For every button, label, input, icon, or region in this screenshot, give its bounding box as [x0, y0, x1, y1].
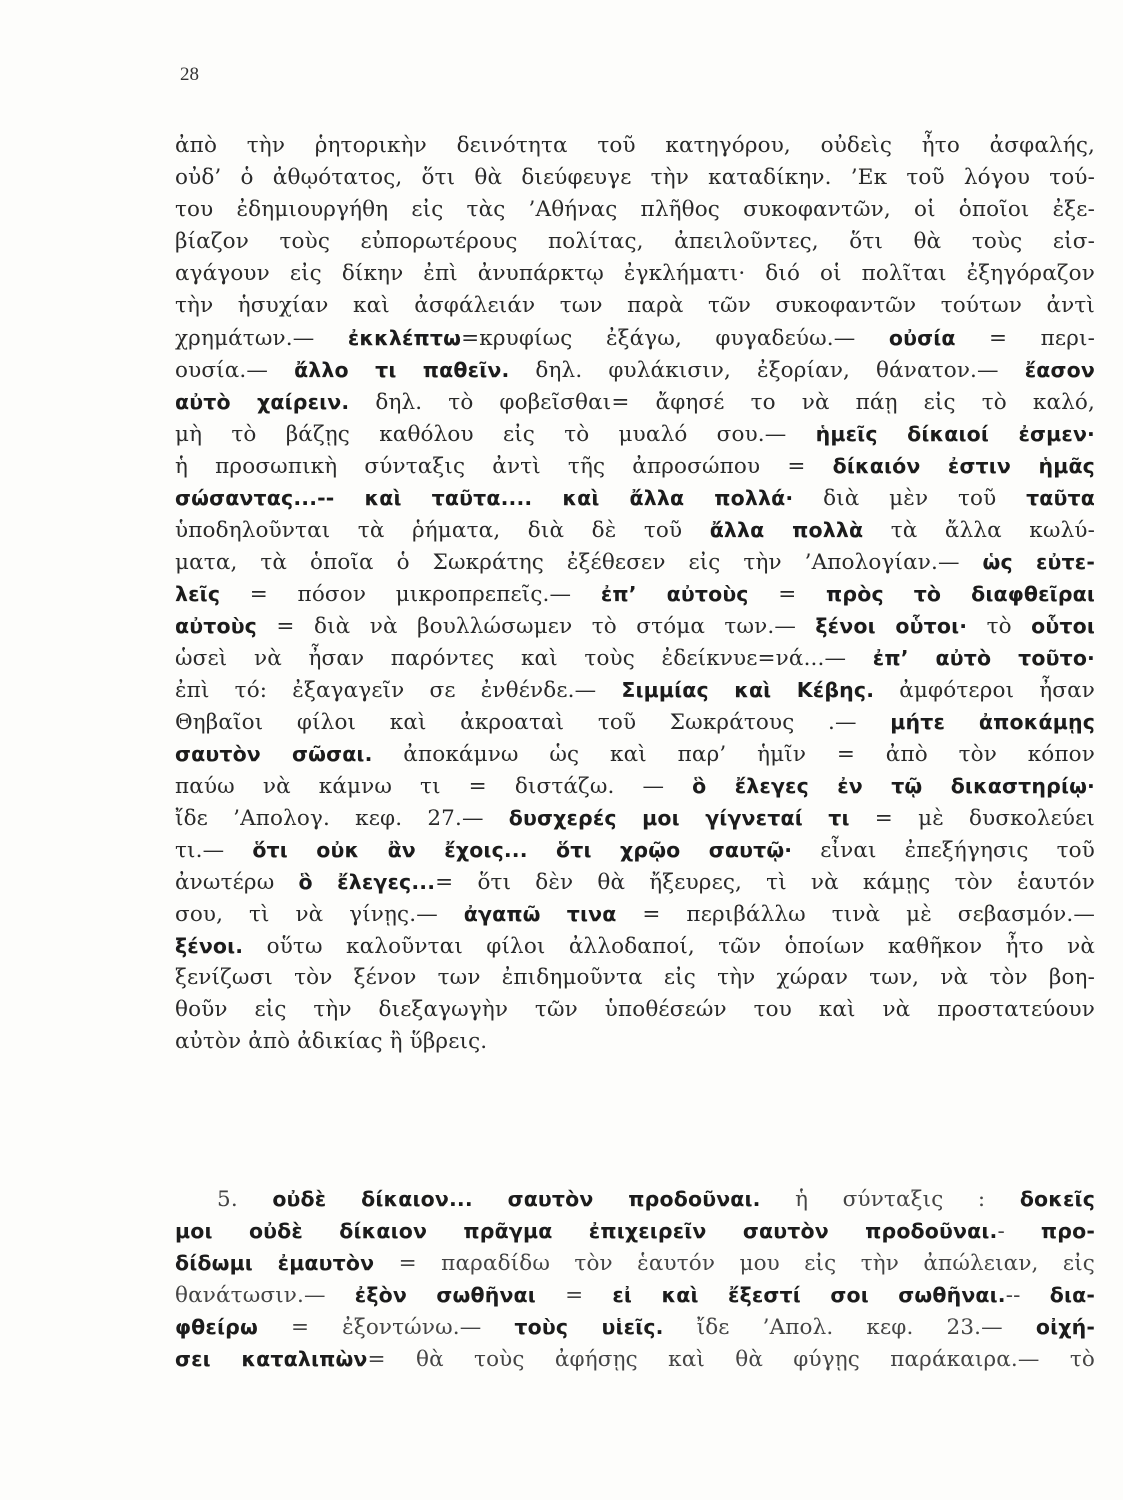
text-line	[175, 194, 1095, 226]
text-segment: θανάτωσιν.—	[175, 1283, 355, 1308]
text-line	[175, 418, 1095, 450]
lemma-term: ὅτι οὐκ ἂν ἔχοις... ὅτι χρῷο σαυτῷ·	[252, 838, 793, 862]
text-line	[175, 546, 1095, 578]
text-segment: θοῦν εἰς τὴν διεξαγωγὴν τῶν ὑποθέσεών του καὶ νὰ προστατεύουν	[175, 997, 1095, 1022]
text-segment: χρημάτων.—	[175, 326, 348, 351]
lemma-term: ἐξὸν σωθῆναι	[354, 1283, 536, 1307]
text-line	[175, 834, 1095, 866]
lemma-term: ἡμεῖς δίκαιοί ἐσμεν·	[815, 422, 1095, 446]
lemma-term: φθείρω	[175, 1315, 258, 1339]
commentary-paragraph-2	[175, 1183, 1095, 1375]
lemma-term: ἔασον	[1024, 358, 1095, 382]
text-segment: ὑποδηλοῦνται τὰ ῥήματα, διὰ δὲ τοῦ	[175, 518, 710, 543]
lemma-term: σώσαντας...-- καὶ ταῦτα.... καὶ ἄλλα πολλά·	[175, 486, 794, 510]
lemma-term: ἄλλο τι παθεῖν.	[294, 358, 510, 382]
text-line	[175, 1026, 1095, 1058]
text-segment: = ἐξοντώνω.—	[257, 1315, 515, 1340]
lemma-term: ξένοι οὗτοι·	[815, 614, 968, 638]
lemma-term: αὐτοὺς	[175, 614, 257, 638]
text-line	[175, 1247, 1095, 1279]
text-segment: = περιβάλλω τινὰ μὲ σεβασμόν.—	[616, 902, 1095, 927]
text-segment: --	[1005, 1283, 1050, 1308]
lemma-term: οἰχή-	[1035, 1315, 1095, 1339]
text-segment: ἴδε ’Απολ. κεφ. 23.—	[663, 1315, 1036, 1340]
text-segment: =κρυφίως ἐξάγω, φυγαδεύω.—	[461, 326, 889, 351]
lemma-term: ὡς εὐτε-	[982, 550, 1095, 574]
lemma-term: ἐκκλέπτω	[347, 326, 462, 350]
text-line	[175, 1183, 1095, 1215]
text-line	[175, 898, 1095, 930]
text-segment: = μὲ δυσκολεύει	[849, 806, 1096, 831]
lemma-term: ξένοι.	[175, 934, 244, 958]
text-line	[175, 258, 1095, 290]
text-segment: ἴδε ’Απολογ. κεφ. 27.—	[175, 806, 509, 831]
text-line	[175, 930, 1095, 962]
text-line	[175, 578, 1095, 610]
text-line	[175, 514, 1095, 546]
text-segment: = διὰ νὰ βουλλώσωμεν τὸ στόμα των.—	[257, 614, 816, 639]
text-segment: -	[997, 1219, 1041, 1244]
text-segment: τὰ ἄλλα κωλύ-	[863, 518, 1095, 543]
text-line	[175, 162, 1095, 194]
text-segment: Θηβαῖοι φίλοι καὶ ἀκροαταὶ τοῦ Σωκράτους .—	[175, 710, 891, 735]
text-segment: τὸ	[967, 614, 1032, 639]
text-line	[175, 674, 1095, 706]
text-line	[175, 482, 1095, 514]
text-segment: τὴν ἡσυχίαν καὶ ἀσφάλειάν των παρὰ τῶν συκοφαντῶν τούτων ἀντὶ	[175, 293, 1095, 318]
text-segment: αὐτὸν ἀπὸ ἀδικίας ἢ ὕβρεις.	[175, 1029, 488, 1054]
lemma-term: ἄλλα πολλὰ	[709, 518, 864, 542]
text-segment: τι.—	[175, 838, 253, 863]
text-line	[175, 1279, 1095, 1311]
lemma-term: ἐπ’ αὐτὸ τοῦτο·	[872, 646, 1095, 670]
text-segment: αγάγουν εἰς δίκην ἐπὶ ἀνυπάρκτῳ ἐγκλήματι· διό οἱ πολῖται ἐξηγόραζον	[175, 261, 1095, 286]
text-line	[175, 770, 1095, 802]
text-line	[175, 1311, 1095, 1343]
lemma-term: σει καταλιπὼν	[175, 1347, 368, 1371]
lemma-term: οὐσία	[888, 326, 956, 350]
text-segment: ἐπὶ τό: ἐξαγαγεῖν σε ἐνθένδε.—	[175, 678, 622, 703]
text-segment: ἀμφότεροι ἦσαν	[874, 678, 1096, 703]
lemma-term: ὃ ἔλεγες...	[298, 870, 436, 894]
text-segment: =	[535, 1283, 613, 1308]
lemma-term: Σιμμίας καὶ Κέβης.	[621, 678, 875, 702]
text-segment: διὰ μὲν τοῦ	[793, 486, 1027, 511]
lemma-term: δοκεῖς	[1019, 1187, 1095, 1211]
text-line	[175, 738, 1095, 770]
text-line	[175, 610, 1095, 642]
lemma-term: δια-	[1049, 1283, 1095, 1307]
lemma-term: ὃ ἔλεγες ἐν τῷ δικαστηρίῳ·	[692, 774, 1095, 798]
text-segment: ἀνωτέρω	[175, 870, 299, 895]
text-line	[175, 290, 1095, 322]
text-line	[175, 450, 1095, 482]
lemma-term: δίκαιόν ἐστιν ἡμᾶς	[832, 454, 1095, 478]
lemma-term: αὐτὸ χαίρειν.	[175, 390, 350, 414]
text-segment: δηλ. φυλάκισιν, ἐξορίαν, θάνατον.—	[509, 358, 1025, 383]
text-line	[175, 802, 1095, 834]
text-line	[175, 994, 1095, 1026]
lemma-term: ταῦτα	[1026, 486, 1095, 510]
text-segment: ουσία.—	[175, 358, 295, 383]
lemma-term: οὗτοι	[1031, 614, 1096, 638]
page-number: 28	[180, 64, 199, 85]
text-segment: εἶναι ἐπεξήγησις τοῦ	[792, 838, 1095, 863]
text-segment: = πόσον μικροπρεπεῖς.—	[220, 582, 601, 607]
lemma-term: πρὸς τὸ διαφθεῖραι	[826, 582, 1096, 606]
lemma-term: μήτε ἀποκάμῃς	[890, 710, 1095, 734]
text-segment: ξενίζωσι τὸν ξένον των ἐπιδημοῦντα εἰς τὴν χώραν των, νὰ τὸν βοη-	[175, 965, 1095, 990]
text-line	[175, 1343, 1095, 1375]
text-segment: μὴ τὸ βάζῃς καθόλου εἰς τὸ μυαλό σου.—	[175, 422, 816, 447]
text-line	[175, 386, 1095, 418]
text-line	[175, 354, 1095, 386]
text-segment: = ὅτι δὲν θὰ ἤξευρες, τὶ νὰ κάμῃς τὸν ἑαυτόν	[435, 870, 1095, 895]
lemma-term: σαυτὸν σῶσαι.	[175, 742, 373, 766]
lemma-term: οὐδὲ δίκαιον... σαυτὸν προδοῦναι.	[272, 1187, 761, 1211]
text-segment: = θὰ τοὺς ἀφήσῃς καὶ θὰ φύγῃς παράκαιρα.— τὸ	[367, 1347, 1095, 1372]
text-segment: παύω νὰ κάμνω τι = διστάζω. —	[175, 774, 693, 799]
text-segment: ἡ σύνταξις :	[760, 1187, 1020, 1212]
text-segment: ἀποκάμνω ὡς καὶ παρ’ ἡμῖν = ἀπὸ τὸν κόπον	[372, 742, 1095, 767]
text-segment: οὐδ’ ὁ ἀθῳότατος, ὅτι θὰ διεύφευγε τὴν καταδίκην. ’Εκ τοῦ λόγου τού-	[175, 165, 1095, 190]
text-segment: βίαζον τοὺς εὐπορωτέρους πολίτας, ἀπειλοῦντες, ὅτι θὰ τοὺς εἰσ-	[175, 229, 1095, 254]
text-line	[175, 130, 1095, 162]
commentary-paragraph-1	[175, 130, 1095, 1058]
text-segment: δηλ. τὸ φοβεῖσθαι= ἄφησέ το νὰ πάῃ εἰς τὸ καλό,	[349, 390, 1095, 415]
lemma-term: ἐπ’ αὐτοὺς	[600, 582, 749, 606]
lemma-term: προ-	[1040, 1219, 1095, 1243]
lemma-term: τοὺς υἱεῖς.	[514, 1315, 664, 1339]
text-segment: = περι-	[955, 326, 1095, 351]
text-segment: = παραδίδω τὸν ἑαυτόν μου εἰς τὴν ἀπώλειαν, εἰς	[374, 1251, 1095, 1276]
lemma-term: δυσχερές μοι γίγνεταί τι	[508, 806, 850, 830]
text-segment: ἡ προσωπικὴ σύνταξις ἀντὶ τῆς ἀπροσώπου =	[175, 454, 833, 479]
lemma-term: ἀγαπῶ τινα	[463, 902, 617, 926]
text-line	[175, 642, 1095, 674]
text-line	[175, 322, 1095, 354]
text-segment: =	[748, 582, 827, 607]
text-segment: οὕτω καλοῦνται φίλοι ἀλλοδαποί, τῶν ὁποίων καθῆκον ἦτο νὰ	[243, 934, 1095, 959]
lemma-term: δίδωμι ἐμαυτὸν	[175, 1251, 375, 1275]
text-line	[175, 1215, 1095, 1247]
text-line	[175, 706, 1095, 738]
lemma-term: λεῖς	[175, 582, 221, 606]
text-segment: ματα, τὰ ὁποῖα ὁ Σωκράτης ἐξέθεσεν εἰς τὴν ’Απολογίαν.—	[175, 550, 983, 575]
lemma-term: μοι οὐδὲ δίκαιον πρᾶγμα ἐπιχειρεῖν σαυτὸν προδοῦναι.	[175, 1219, 998, 1243]
text-line	[175, 226, 1095, 258]
text-segment: ὡσεὶ νὰ ἦσαν παρόντες καὶ τοὺς ἐδείκνυε=νά...—	[175, 646, 873, 671]
text-line	[175, 962, 1095, 994]
text-segment: σου, τὶ νὰ γίνῃς.—	[175, 902, 464, 927]
text-segment: ἀπὸ τὴν ῥητορικὴν δεινότητα τοῦ κατηγόρου, οὐδεὶς ἦτο ἀσφαλής,	[175, 133, 1095, 158]
lemma-term: εἰ καὶ ἔξεστί σοι σωθῆναι.	[612, 1283, 1006, 1307]
text-segment: 5.	[217, 1187, 273, 1212]
text-line	[175, 866, 1095, 898]
text-segment: του ἐδημιουργήθη εἰς τὰς ’Αθήνας πλῆθος συκοφαντῶν, οἱ ὁποῖοι ἐξε-	[175, 197, 1095, 222]
